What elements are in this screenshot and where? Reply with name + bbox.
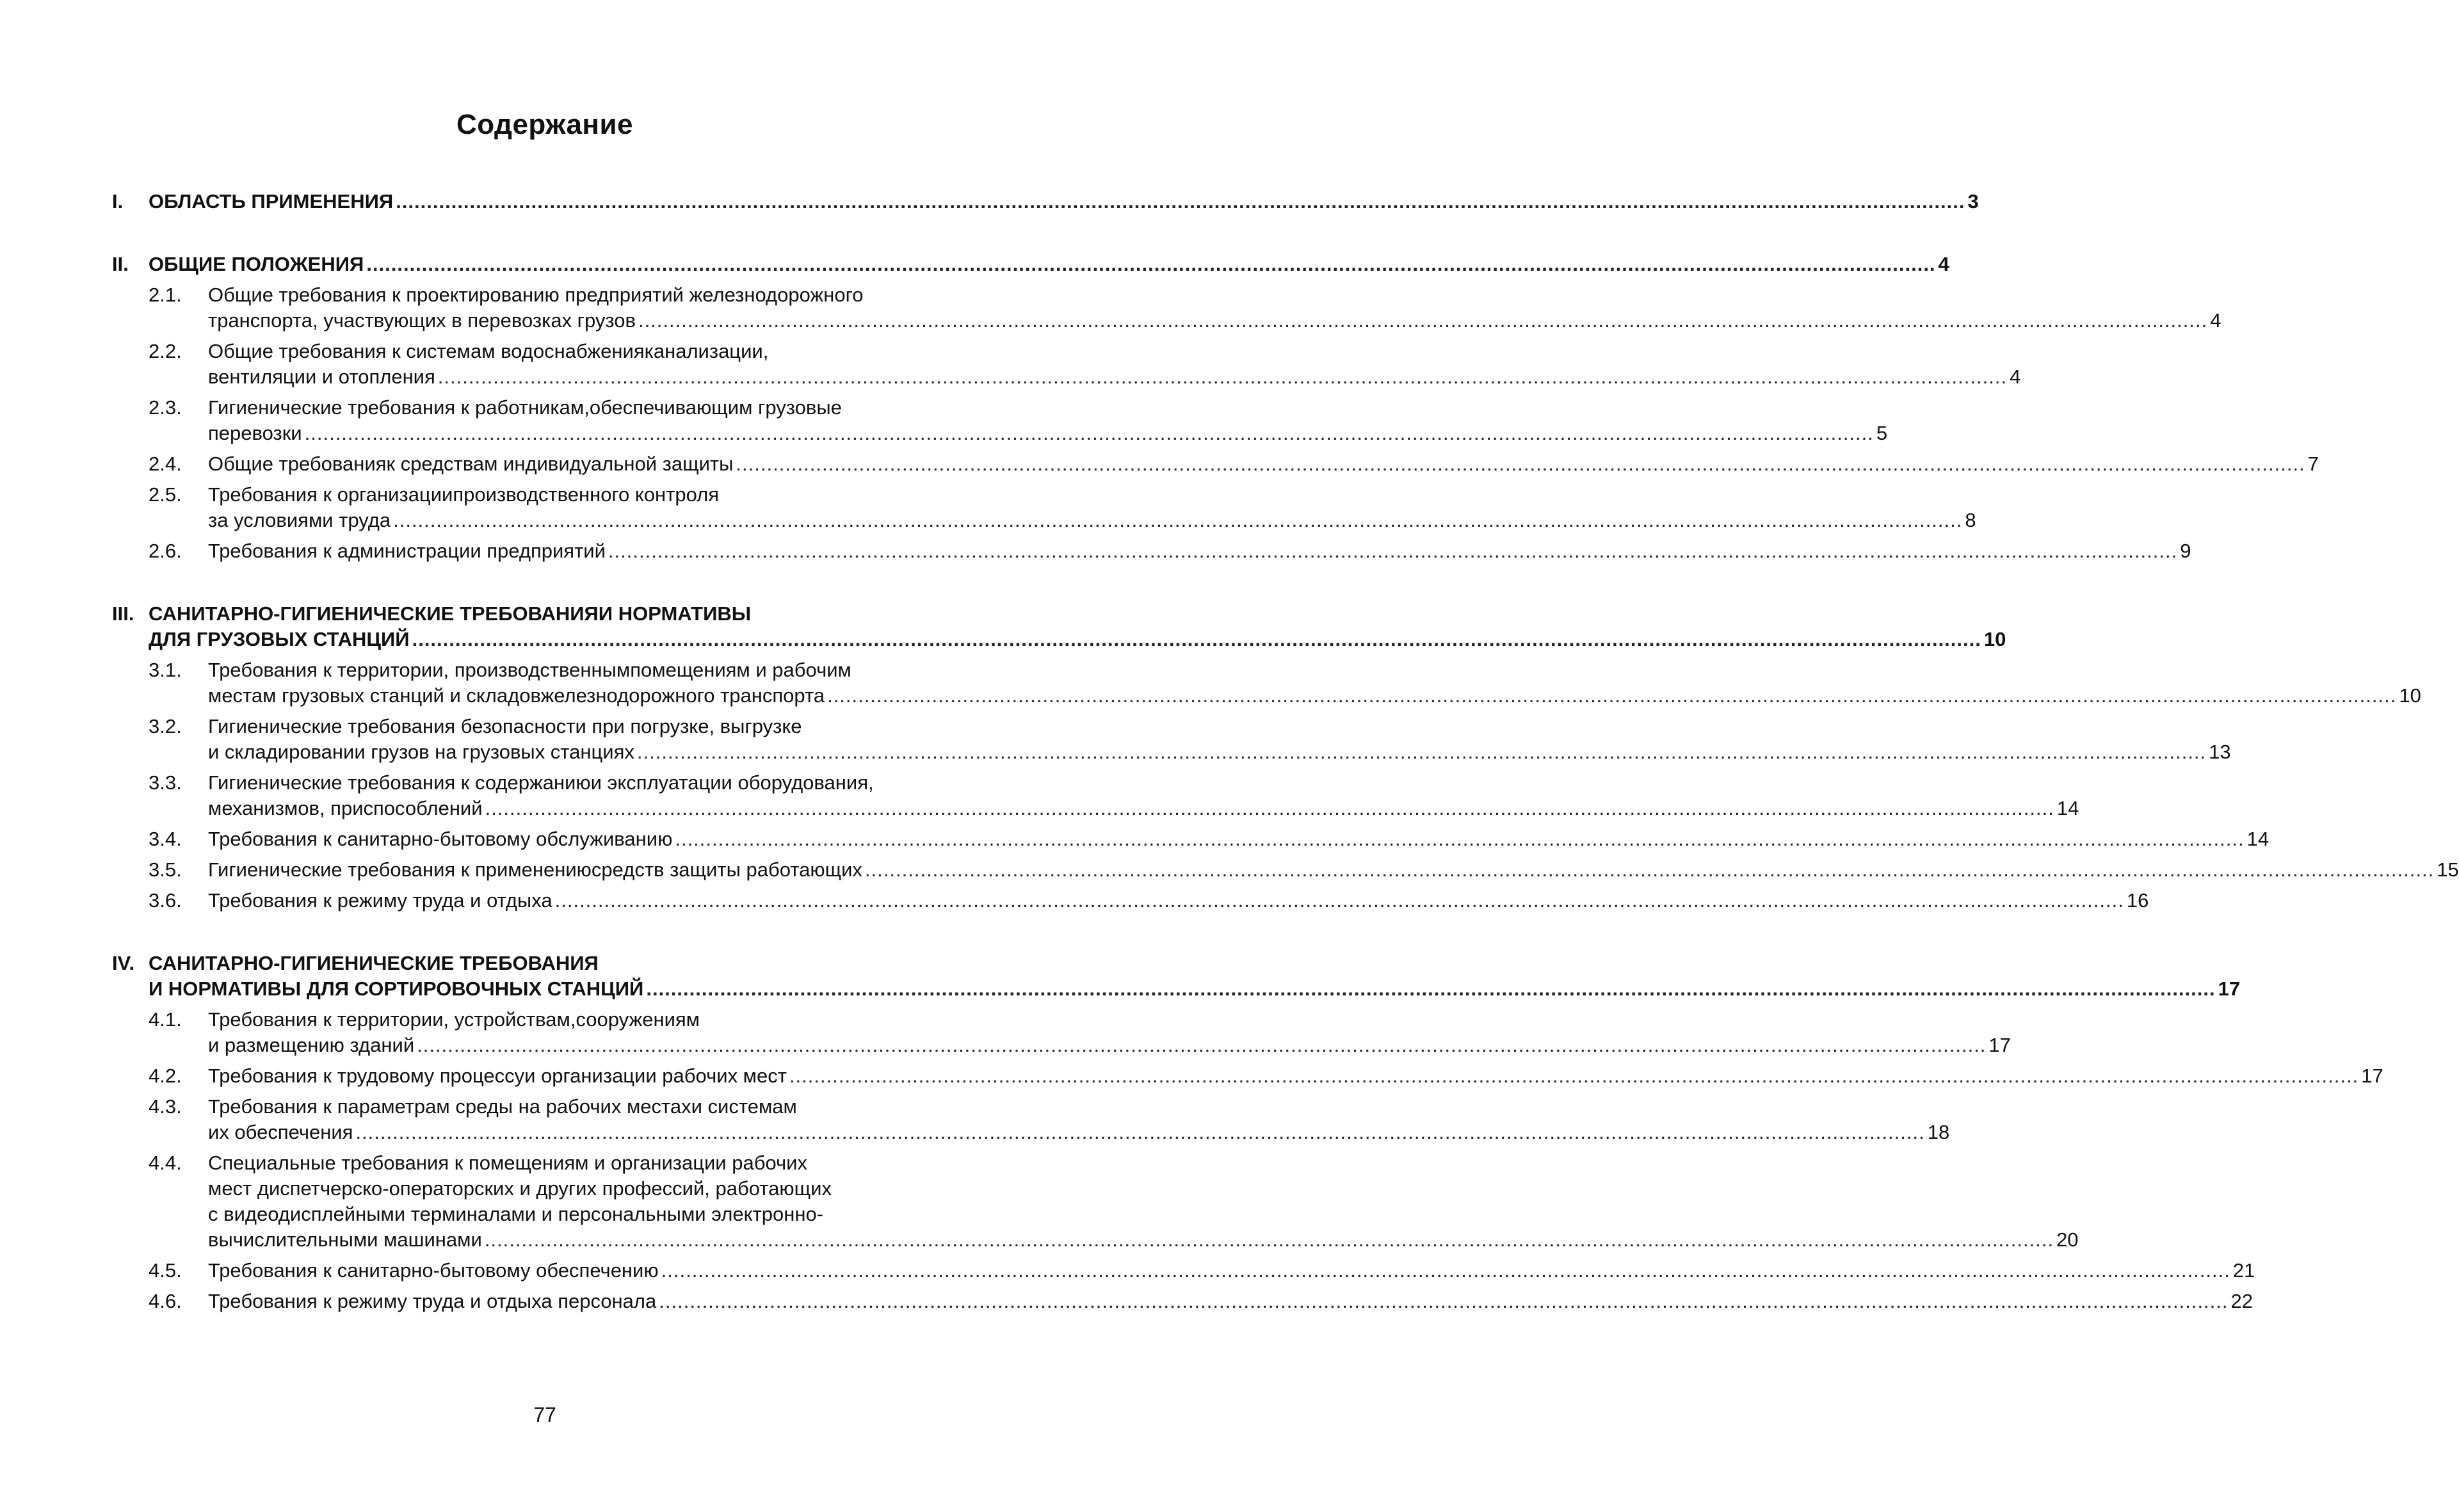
subsection-title-line: Гигиенические требования к содержаниюи эксплуатации оборудования,	[208, 771, 874, 794]
subsection-title-line: Гигиенические требования безопасности при погрузке, выгрузке	[208, 715, 802, 737]
subsection-title-line: транспорта, участвующих в перевозках грузов	[208, 309, 636, 332]
subsection-title-line: Требования к трудовому процессуи организации рабочих мест	[208, 1065, 787, 1087]
subsection-page: 13	[2209, 741, 2231, 763]
subsection-page: 16	[2126, 889, 2149, 912]
dot-leader: ...............................................................................................................................................................................................................................................................	[554, 889, 2124, 912]
page-number: 77	[533, 1403, 556, 1426]
subsection-last-line	[208, 1227, 2079, 1253]
section-last-line	[149, 252, 1949, 277]
dot-leader: ...............................................................................................................................................................................................................................................................	[661, 1259, 2230, 1282]
section-title-line: САНИТАРНО-ГИГИЕНИЧЕСКИЕ ТРЕБОВАНИЯ	[149, 952, 599, 974]
subsection-page: 21	[2232, 1259, 2255, 1282]
subsection-title-line: их обеспечения	[208, 1121, 353, 1143]
dot-leader: ...............................................................................................................................................................................................................................................................	[789, 1065, 2359, 1087]
dot-leader: ...............................................................................................................................................................................................................................................................	[864, 858, 2435, 881]
section-last-line	[149, 976, 2241, 1002]
subsection-title-line: Требования к администрации предприятий	[208, 540, 606, 562]
subsection-page: 20	[2056, 1228, 2079, 1251]
subsection-page: 9	[2180, 540, 2191, 562]
subsection-number: 4.3.	[149, 1095, 182, 1118]
subsection-last-line	[208, 796, 2079, 821]
section-title-line: ОБЛАСТЬ ПРИМЕНЕНИЯ	[149, 190, 394, 213]
subsection-last-line	[208, 538, 2191, 564]
subsection-page: 17	[2361, 1065, 2383, 1087]
subsection-page: 4	[2210, 309, 2221, 332]
subsection-last-line	[208, 1033, 2011, 1058]
subsection-page: 5	[1876, 422, 1888, 444]
subsection-last-line	[208, 1063, 2383, 1089]
section-number: III.	[112, 602, 134, 625]
subsection-title-line: механизмов, приспособлений	[208, 797, 483, 819]
section-page: 10	[1983, 628, 2006, 650]
subsection-number: 2.5.	[149, 483, 182, 506]
subsection-number: 2.1.	[149, 284, 182, 306]
subsection-last-line	[208, 826, 2270, 852]
subsection-last-line	[208, 888, 2149, 913]
dot-leader: ...............................................................................................................................................................................................................................................................	[736, 453, 2305, 475]
subsection-number: 2.6.	[149, 540, 182, 562]
subsection-title-line: вычислительными машинами	[208, 1228, 482, 1251]
dot-leader: ...............................................................................................................................................................................................................................................................	[393, 509, 1963, 531]
subsection-number: 4.1.	[149, 1008, 182, 1031]
subsection-number: 4.5.	[149, 1259, 182, 1282]
section-page: 17	[2218, 977, 2241, 1000]
subsection-last-line	[208, 1289, 2253, 1314]
subsection-title-line: и размещению зданий	[208, 1034, 415, 1056]
subsection-title-line: Требования к территории, производственнымпомещениям и рабочим	[208, 659, 851, 681]
dot-leader: ...............................................................................................................................................................................................................................................................	[827, 684, 2397, 707]
section-title-line: И НОРМАТИВЫ ДЛЯ СОРТИРОВОЧНЫХ СТАНЦИЙ	[149, 977, 644, 1000]
subsection-title-line: Общие требования к проектированию предприятий железнодорожного	[208, 284, 864, 306]
subsection-number: 3.4.	[149, 828, 182, 850]
subsection-title-line: Требования к санитарно-бытовому обслуживанию	[208, 828, 673, 850]
subsection-number: 4.4.	[149, 1152, 182, 1174]
subsection-number: 3.3.	[149, 771, 182, 794]
subsection-title-line: Требования к параметрам среды на рабочих местахи системам	[208, 1095, 797, 1118]
section-page: 4	[1938, 253, 1949, 275]
section-title-line: ДЛЯ ГРУЗОВЫХ СТАНЦИЙ	[149, 628, 410, 650]
subsection-title-line: и складировании грузов на грузовых станциях	[208, 741, 634, 763]
subsection-page: 4	[2010, 366, 2021, 388]
subsection-page: 7	[2307, 453, 2319, 475]
subsection-title-line: за условиями труда	[208, 509, 391, 531]
dot-leader: ...............................................................................................................................................................................................................................................................	[638, 309, 2208, 332]
subsection-page: 14	[2246, 828, 2270, 850]
subsection-number: 4.6.	[149, 1290, 182, 1312]
subsection-number: 3.5.	[149, 858, 182, 881]
subsection-title-line: с видеодисплейными терминалами и персональными электронно-	[208, 1203, 824, 1225]
subsection-number: 2.2.	[149, 340, 182, 362]
dot-leader: ...............................................................................................................................................................................................................................................................	[484, 1228, 2054, 1251]
subsection-title-line: Гигиенические требования к работникам,обеспечивающим грузовые	[208, 396, 842, 419]
section-number: IV.	[112, 952, 135, 974]
dot-leader: ...............................................................................................................................................................................................................................................................	[646, 977, 2216, 1000]
dot-leader: ...............................................................................................................................................................................................................................................................	[366, 253, 1936, 275]
dot-leader: ...............................................................................................................................................................................................................................................................	[675, 828, 2245, 850]
subsection-last-line	[208, 683, 2421, 709]
subsection-number: 3.2.	[149, 715, 182, 737]
section-number: I.	[112, 190, 124, 213]
subsection-page: 10	[2399, 684, 2421, 707]
subsection-title-line: Требования к режиму труда и отдыха персонала	[208, 1290, 657, 1312]
dot-leader: ...............................................................................................................................................................................................................................................................	[355, 1121, 1925, 1143]
subsection-title-line: перевозки	[208, 422, 302, 444]
section-last-line	[149, 189, 1979, 214]
subsection-last-line	[208, 1120, 1950, 1145]
subsection-number: 3.1.	[149, 659, 182, 681]
subsection-title-line: Гигиенические требования к применениюсредств защиты работающих	[208, 858, 862, 881]
subsection-last-line	[208, 508, 1976, 533]
subsection-title-line: Общие требованияк средствам индивидуальной защиты	[208, 453, 734, 475]
subsection-page: 17	[1988, 1034, 2011, 1056]
subsection-number: 4.2.	[149, 1065, 182, 1087]
subsection-last-line	[208, 308, 2221, 334]
dot-leader: ...............................................................................................................................................................................................................................................................	[659, 1290, 2229, 1312]
subsection-page: 8	[1965, 509, 1976, 531]
subsection-title-line: Общие требования к системам водоснабженияканализации,	[208, 340, 769, 362]
subsection-title-line: Требования к режиму труда и отдыха	[208, 889, 552, 912]
subsection-number: 2.3.	[149, 396, 182, 419]
subsection-title-line: вентиляции и отопления	[208, 366, 435, 388]
subsection-last-line	[208, 739, 2231, 765]
subsection-last-line	[208, 1258, 2255, 1283]
subsection-number: 2.4.	[149, 453, 182, 475]
subsection-title-line: Требования к территории, устройствам,сооружениям	[208, 1008, 700, 1031]
subsection-title-line: Требования к санитарно-бытовому обеспечению	[208, 1259, 659, 1282]
subsection-title-line: Требования к организациипроизводственного контроля	[208, 483, 720, 506]
section-title-line: САНИТАРНО-ГИГИЕНИЧЕСКИЕ ТРЕБОВАНИЯИ НОРМАТИВЫ	[149, 602, 752, 625]
subsection-title-line: Специальные требования к помещениям и организации рабочих	[208, 1152, 807, 1174]
section-page: 3	[1967, 190, 1979, 213]
dot-leader: ...............................................................................................................................................................................................................................................................	[636, 741, 2207, 763]
subsection-last-line	[208, 421, 1888, 446]
subsection-page: 22	[2230, 1290, 2253, 1312]
section-title-line: ОБЩИЕ ПОЛОЖЕНИЯ	[149, 253, 364, 275]
subsection-last-line	[208, 364, 2021, 390]
subsection-title-line: местам грузовых станций и складовжелезнодорожного транспорта	[208, 684, 825, 707]
dot-leader: ...............................................................................................................................................................................................................................................................	[396, 190, 1965, 213]
subsection-page: 18	[1927, 1121, 1950, 1143]
dot-leader: ...............................................................................................................................................................................................................................................................	[485, 797, 2054, 819]
subsection-number: 3.6.	[149, 889, 182, 912]
dot-leader: ...............................................................................................................................................................................................................................................................	[608, 540, 2178, 562]
section-last-line	[149, 627, 2006, 652]
dot-leader: ...............................................................................................................................................................................................................................................................	[437, 366, 2008, 388]
section-number: II.	[112, 253, 129, 275]
page-title: Содержание	[456, 109, 634, 140]
dot-leader: ...............................................................................................................................................................................................................................................................	[304, 422, 1874, 444]
subsection-page: 14	[2056, 797, 2079, 819]
dot-leader: ...............................................................................................................................................................................................................................................................	[412, 628, 1981, 650]
subsection-last-line	[208, 451, 2319, 477]
subsection-title-line: мест диспетчерско-операторских и других профессий, работающих	[208, 1177, 832, 1200]
subsection-page: 15	[2437, 858, 2459, 881]
subsection-last-line	[208, 857, 2459, 883]
dot-leader: ...............................................................................................................................................................................................................................................................	[417, 1034, 1987, 1056]
